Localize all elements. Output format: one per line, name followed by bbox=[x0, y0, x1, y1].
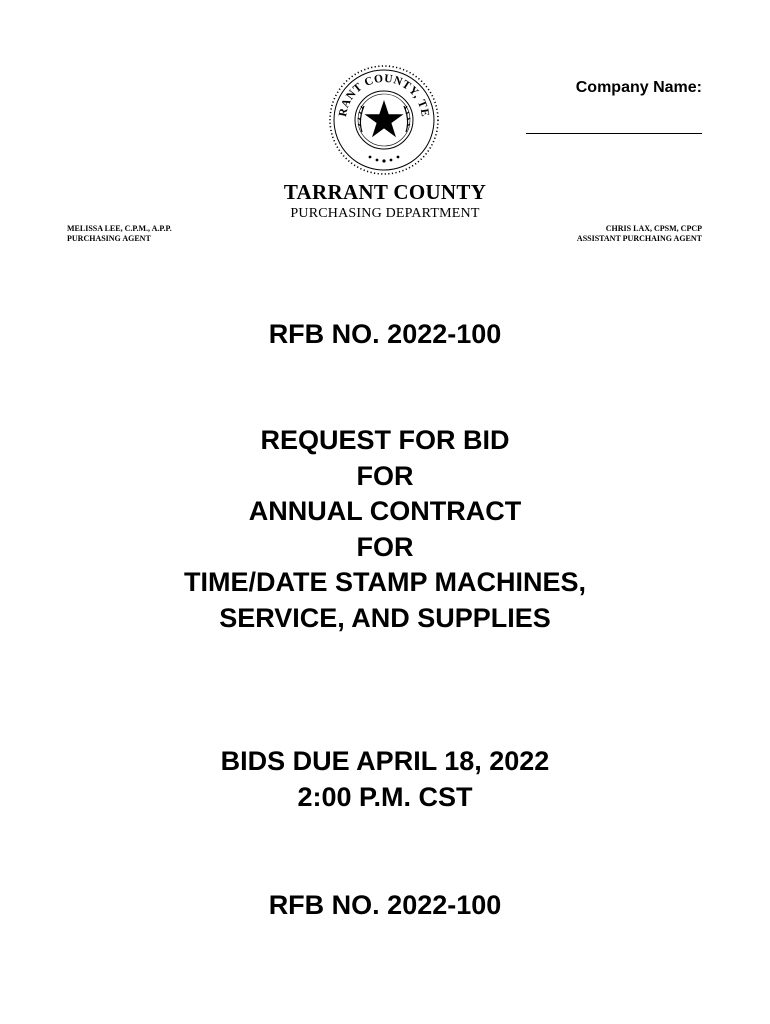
company-name-field[interactable] bbox=[526, 133, 702, 134]
texas-star-seal-icon bbox=[328, 64, 440, 176]
bids-due-date: BIDS DUE APRIL 18, 2022 bbox=[220, 746, 550, 776]
purchasing-agent-name: MELISSA LEE, C.P.M., A.P.P. bbox=[67, 224, 172, 233]
purchasing-agent-title: PURCHASING AGENT bbox=[67, 234, 151, 243]
request-title bbox=[0, 423, 770, 636]
county-title: TARRANT COUNTY bbox=[283, 180, 487, 204]
rfb-number-footer: RFB NO. 2022-100 bbox=[268, 890, 502, 920]
request-line: FOR bbox=[356, 460, 414, 491]
bids-due bbox=[0, 744, 770, 815]
assistant-agent-title: ASSISTANT PURCHAING AGENT bbox=[576, 234, 702, 243]
request-line: SERVICE, AND SUPPLIES bbox=[219, 602, 551, 633]
department-name: PURCHASING DEPARTMENT bbox=[290, 206, 480, 221]
bids-due-time: 2:00 P.M. CST bbox=[297, 781, 473, 812]
request-line: FOR bbox=[356, 531, 414, 562]
assistant-agent-name: CHRIS LAX, CPSM, CPCP bbox=[605, 224, 702, 233]
request-line: ANNUAL CONTRACT bbox=[248, 496, 522, 526]
request-line: TIME/DATE STAMP MACHINES, bbox=[183, 567, 586, 597]
county-seal bbox=[328, 64, 440, 176]
rfb-number: RFB NO. 2022-100 bbox=[268, 319, 502, 349]
assistant-agent-block bbox=[577, 224, 702, 244]
request-line: REQUEST FOR BID bbox=[260, 425, 510, 455]
purchasing-agent-block bbox=[67, 224, 172, 244]
company-name-label: Company Name: bbox=[575, 79, 702, 96]
seal-ring-text: RANT COUNTY, TE bbox=[337, 72, 432, 119]
